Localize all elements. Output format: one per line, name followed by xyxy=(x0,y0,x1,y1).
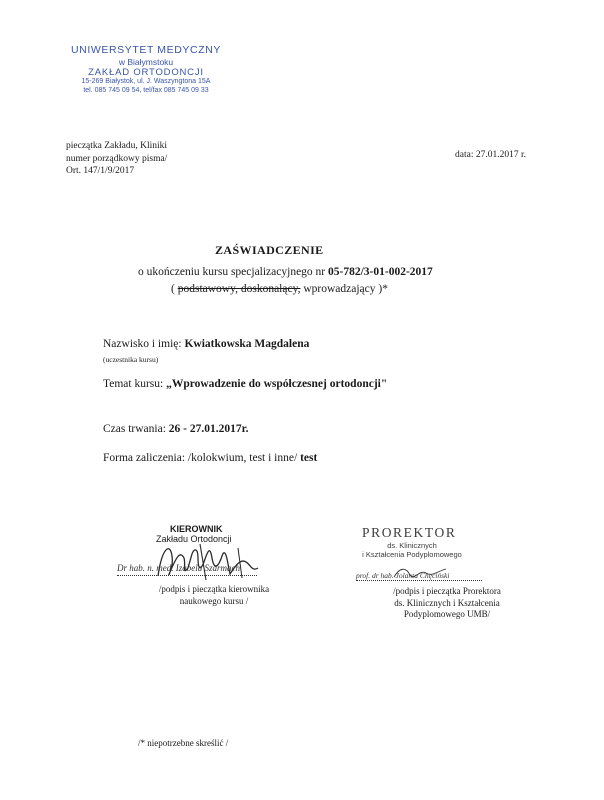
document-number: Ort. 147/1/9/2017 xyxy=(66,166,135,177)
university-stamp xyxy=(66,44,226,95)
prorector-caption-line2: ds. Klinicznych i Kształcenia xyxy=(394,597,500,608)
course-type-line xyxy=(171,283,388,295)
course-type-struck: podstawowy, doskonalący, xyxy=(177,283,301,295)
head-stamp-department: Zakładu Ortodoncji xyxy=(156,534,232,545)
certificate-title: ZAŚWIADCZENIE xyxy=(215,243,324,257)
number-label: numer porządkowy pisma/ xyxy=(66,153,168,164)
course-type-open: ( xyxy=(171,283,175,295)
form-value: test xyxy=(300,452,318,464)
stamp-line-university: UNIWERSYTET MEDYCZNY xyxy=(70,44,222,56)
prorector-signature-line xyxy=(356,580,482,581)
course-type-kept: wprowadzający xyxy=(303,283,376,295)
topic-value: „Wprowadzenie do współczesnej ortodoncji" xyxy=(166,378,388,390)
participant-note: (uczestnika kursu) xyxy=(103,355,159,364)
prorector-sub1: ds. Klinicznych xyxy=(387,541,437,550)
prorector-stamp xyxy=(352,525,472,559)
duration-label: Czas trwania: xyxy=(103,423,166,435)
stamp-line-city: w Białymstoku xyxy=(118,56,174,67)
prorector-caption-line1: /podpis i pieczątka Prorektora xyxy=(393,586,501,596)
stamp-line-department: ZAKŁAD ORTODONCJI xyxy=(88,66,204,78)
participant-name: Kwiatkowska Magdalena xyxy=(184,338,310,350)
course-type-close: )* xyxy=(378,283,388,295)
stamp-label: pieczątka Zakładu, Kliniki xyxy=(66,141,168,151)
participant-name-line xyxy=(103,338,309,350)
course-line-prefix: o ukończeniu kursu specjalizacyjnego nr xyxy=(138,266,326,278)
stamp-line-phone: tel. 085 745 09 54, tel/fax 085 745 09 33 xyxy=(83,86,209,94)
form-line xyxy=(103,452,317,464)
name-label: Nazwisko i imię: xyxy=(103,338,182,350)
duration-line xyxy=(103,423,249,435)
course-line xyxy=(138,266,433,278)
document-header-info xyxy=(66,140,167,178)
head-caption xyxy=(139,584,289,607)
head-signature-line xyxy=(117,575,257,576)
prorector-caption-line3: Podyplomowego UMB/ xyxy=(403,609,491,620)
document-date: data: 27.01.2017 r. xyxy=(455,150,526,160)
course-number: 05-782/3-01-002-2017 xyxy=(328,266,433,278)
head-caption-line2: naukowego kursu / xyxy=(179,595,249,606)
duration-value: 26 - 27.01.2017r. xyxy=(168,423,249,435)
head-stamp-title: KIEROWNIK xyxy=(170,524,223,534)
prorector-sub2: i Kształcenia Podyplomowego xyxy=(362,550,462,559)
prorector-caption xyxy=(372,586,522,621)
prorector-title: PROREKTOR xyxy=(362,525,457,540)
head-name-line: Dr hab. n. med. Izabela Szarmach xyxy=(117,563,240,573)
topic-label: Temat kursu: xyxy=(103,378,164,390)
stamp-line-address: 15-269 Białystok, ul. J. Waszyngtona 15A xyxy=(81,78,211,86)
form-label: Forma zaliczenia: /kolokwium, test i inne/ xyxy=(103,452,298,464)
head-caption-line1: /podpis i pieczątka kierownika xyxy=(158,584,270,594)
prorector-name-line: prof. dr hab. Jolanta Chęciński xyxy=(356,571,450,580)
head-handwritten-signature xyxy=(140,528,280,586)
topic-line xyxy=(103,378,387,390)
footnote: /* niepotrzebne skreślić / xyxy=(138,738,229,748)
